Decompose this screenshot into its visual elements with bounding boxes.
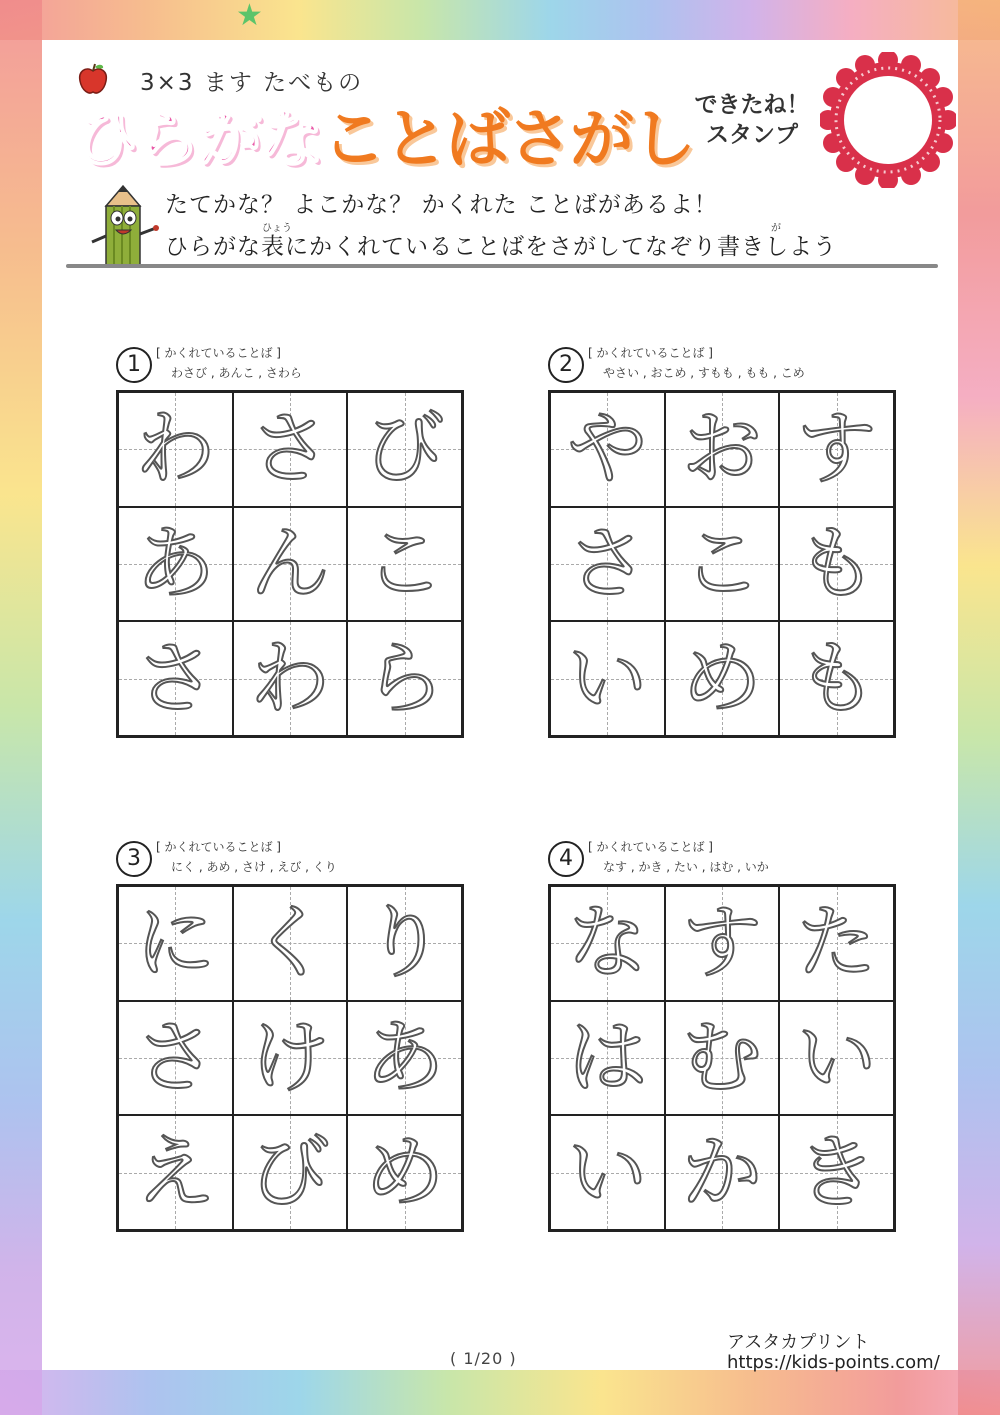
grid-cell[interactable] bbox=[779, 886, 894, 1001]
title-kotobasagashi: ことばさがし bbox=[322, 103, 694, 177]
trace-character: お bbox=[681, 402, 762, 496]
frame-left bbox=[0, 0, 42, 1415]
trace-character: ら bbox=[364, 631, 445, 725]
puzzle-number: 2 bbox=[548, 347, 584, 383]
puzzle-number: 1 bbox=[116, 347, 152, 383]
grid-cell[interactable] bbox=[233, 1115, 348, 1230]
grid-cell[interactable] bbox=[665, 1001, 780, 1116]
grid-cell[interactable] bbox=[665, 1115, 780, 1230]
site-url[interactable]: https://kids-points.com/ bbox=[727, 1352, 940, 1373]
puzzle-number: 3 bbox=[116, 841, 152, 877]
trace-character: さ bbox=[567, 516, 648, 610]
trace-character: こ bbox=[681, 516, 762, 610]
stamp-label-line1: できたね！ bbox=[694, 92, 810, 118]
grid-cell[interactable] bbox=[118, 1115, 233, 1230]
trace-character: い bbox=[567, 1125, 648, 1219]
pencil-mascot-icon bbox=[86, 184, 160, 270]
grid-cell[interactable] bbox=[347, 886, 462, 1001]
grid-cell[interactable] bbox=[347, 392, 462, 507]
hidden-words-list: わさび , あんこ , さわら bbox=[171, 366, 302, 380]
trace-character: も bbox=[796, 516, 877, 610]
grid-cell[interactable] bbox=[665, 886, 780, 1001]
instruction-line-1: たてかな？ よこかな？ かくれた ことばがあるよ！ bbox=[165, 192, 718, 218]
trace-character: び bbox=[249, 1125, 330, 1219]
worksheet-title bbox=[74, 100, 694, 180]
star-icon: ★ bbox=[236, 0, 263, 33]
hidden-words-label: [ かくれていることば ] bbox=[156, 840, 281, 854]
page-number: ( 1/20 ) bbox=[450, 1349, 517, 1368]
hiragana-grid bbox=[116, 884, 464, 1232]
grid-cell[interactable] bbox=[233, 621, 348, 736]
trace-character: す bbox=[681, 896, 762, 990]
hidden-words-label: [ かくれていることば ] bbox=[588, 346, 713, 360]
stamp-label bbox=[688, 90, 816, 150]
ruby-ga: が bbox=[771, 223, 781, 234]
grid-cell[interactable] bbox=[779, 1001, 894, 1116]
trace-character: あ bbox=[135, 516, 216, 610]
ruby-hyou: ひょう bbox=[262, 223, 292, 234]
trace-character: わ bbox=[135, 402, 216, 496]
stamp-circle-icon bbox=[820, 52, 956, 188]
header-divider bbox=[66, 264, 938, 268]
frame-bottom bbox=[0, 1370, 1000, 1415]
grid-cell[interactable] bbox=[233, 507, 348, 622]
grid-cell[interactable] bbox=[550, 507, 665, 622]
hidden-words-list: にく , あめ , さけ , えび , くり bbox=[171, 860, 337, 874]
puzzle-number: 4 bbox=[548, 841, 584, 877]
grid-cell[interactable] bbox=[347, 1001, 462, 1116]
trace-character: め bbox=[681, 631, 762, 725]
grid-cell[interactable] bbox=[118, 507, 233, 622]
grid-cell[interactable] bbox=[779, 621, 894, 736]
worksheet-subtitle: 3×3 ます たべもの bbox=[140, 70, 364, 96]
grid-cell[interactable] bbox=[118, 392, 233, 507]
trace-character: く bbox=[249, 896, 330, 990]
grid-cell[interactable] bbox=[347, 507, 462, 622]
grid-cell[interactable] bbox=[233, 392, 348, 507]
trace-character: な bbox=[567, 896, 648, 990]
grid-cell[interactable] bbox=[118, 886, 233, 1001]
trace-character: あ bbox=[364, 1010, 445, 1104]
grid-cell[interactable] bbox=[233, 886, 348, 1001]
hidden-words-label: [ かくれていることば ] bbox=[588, 840, 713, 854]
trace-character: わ bbox=[249, 631, 330, 725]
hiragana-grid bbox=[548, 884, 896, 1232]
grid-cell[interactable] bbox=[665, 621, 780, 736]
grid-cell[interactable] bbox=[550, 1115, 665, 1230]
instruction-line-2: ひらがな表にかくれていることばをさがしてなぞり書きしよう bbox=[165, 234, 837, 260]
trace-character: さ bbox=[135, 1010, 216, 1104]
trace-character: さ bbox=[135, 631, 216, 725]
grid-cell[interactable] bbox=[550, 392, 665, 507]
trace-character: び bbox=[364, 402, 445, 496]
apple-icon bbox=[76, 62, 110, 96]
trace-character: え bbox=[135, 1125, 216, 1219]
grid-cell[interactable] bbox=[779, 507, 894, 622]
grid-cell[interactable] bbox=[233, 1001, 348, 1116]
trace-character: め bbox=[364, 1125, 445, 1219]
frame-right bbox=[958, 0, 1000, 1415]
trace-character: や bbox=[567, 402, 648, 496]
trace-character: た bbox=[796, 896, 877, 990]
grid-cell[interactable] bbox=[347, 621, 462, 736]
grid-cell[interactable] bbox=[550, 1001, 665, 1116]
trace-character: り bbox=[364, 896, 445, 990]
stamp-label-line2: スタンプ bbox=[706, 122, 798, 148]
trace-character: い bbox=[796, 1010, 877, 1104]
hiragana-grid bbox=[548, 390, 896, 738]
trace-character: こ bbox=[364, 516, 445, 610]
frame-top bbox=[0, 0, 1000, 40]
trace-character: む bbox=[681, 1010, 762, 1104]
trace-character: す bbox=[796, 402, 877, 496]
trace-character: も bbox=[796, 631, 877, 725]
grid-cell[interactable] bbox=[779, 1115, 894, 1230]
grid-cell[interactable] bbox=[550, 621, 665, 736]
grid-cell[interactable] bbox=[665, 392, 780, 507]
hidden-words-list: やさい , おこめ , すもも , もも , こめ bbox=[603, 366, 805, 380]
grid-cell[interactable] bbox=[665, 507, 780, 622]
grid-cell[interactable] bbox=[118, 621, 233, 736]
brand-name: アスタカプリント bbox=[727, 1332, 870, 1353]
trace-character: さ bbox=[249, 402, 330, 496]
title-hiragana: ひらがな bbox=[74, 103, 322, 177]
trace-character: か bbox=[681, 1125, 762, 1219]
hiragana-grid bbox=[116, 390, 464, 738]
trace-character: い bbox=[567, 631, 648, 725]
trace-character: き bbox=[796, 1125, 877, 1219]
hidden-words-list: なす , かき , たい , はむ , いか bbox=[603, 860, 769, 874]
grid-cell[interactable] bbox=[550, 886, 665, 1001]
grid-cell[interactable] bbox=[347, 1115, 462, 1230]
grid-cell[interactable] bbox=[779, 392, 894, 507]
trace-character: に bbox=[135, 896, 216, 990]
grid-cell[interactable] bbox=[118, 1001, 233, 1116]
trace-character: は bbox=[567, 1010, 648, 1104]
hidden-words-label: [ かくれていることば ] bbox=[156, 346, 281, 360]
trace-character: け bbox=[249, 1010, 330, 1104]
trace-character: ん bbox=[249, 516, 330, 610]
